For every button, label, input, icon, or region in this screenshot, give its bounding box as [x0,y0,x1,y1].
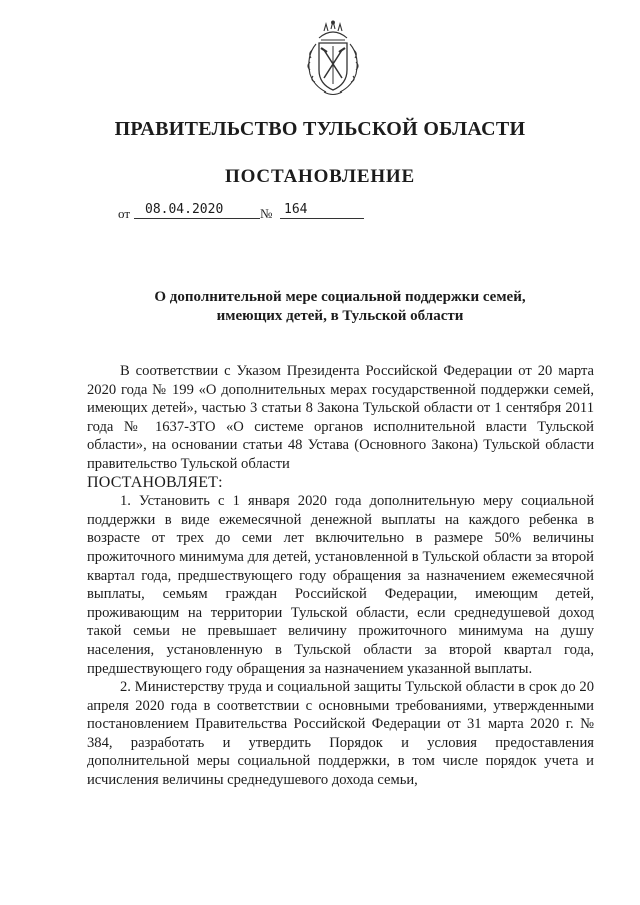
subject-line-1: О дополнительной мере социальной поддержки семей, [154,289,526,305]
decree-word: ПОСТАНОВЛЯЕТ: [87,473,223,491]
preamble-paragraph: В соответствии с Указом Президента Российской Федерации от 20 марта 2020 года № 199 «О дополнительных мерах государственной поддержки семей, имеющих детей», частью 3 статьи 8 Закона Тульской области от 1 сентября 2011 года № 1637-ЗТО «О системе органов исполнительной власти Тульской области», на основании статьи 48 Устава (Основного Закона) Тульской области правительство Тульской области [87,363,594,472]
document-type: ПОСТАНОВЛЕНИЕ [225,166,415,187]
number-value: 164 [284,202,308,217]
date-underline [134,218,260,219]
item-1-paragraph: 1. Установить с 1 января 2020 года дополнительную меру социальной поддержки в виде ежемесячной денежной выплаты на каждого ребенка в возрасте от трех до семи лет включительно в размере 50% величины прожиточного минимума для детей, установленной в Тульской области за второй квартал года, предшествующего году обращения за назначением ежемесячной выплаты, семьям граждан Российской Федерации, имеющим детей, проживающим на территории Тульской области, если среднедушевой доход такой семьи не превышает величину прожиточного минимума на душу населения, установленную в Тульской области за второй квартал года, предшествующего году обращения за назначением указанной выплаты. [87,493,594,677]
document-subject [90,288,590,326]
date-value: 08.04.2020 [145,202,224,217]
item-2-paragraph: 2. Министерству труда и социальной защиты Тульской области в срок до 20 апреля 2020 года в соответствии с основными требованиями, утвержденными постановлением Правительства Российской Федерации от 31 марта 2020 г. № 384, разработать и утвердить Порядок и условия предоставления дополнительной меры социальной поддержки, в том числе порядок учета и исчисления величины среднедушевого дохода семьи, [87,679,594,789]
date-label: от [118,206,131,221]
number-label: № [260,206,273,221]
number-underline [280,218,364,219]
subject-line-2: имеющих детей, в Тульской области [216,308,464,324]
government-title: ПРАВИТЕЛЬСТВО ТУЛЬСКОЙ ОБЛАСТИ [114,118,526,140]
document-body [87,362,594,790]
coat-of-arms-icon [302,20,364,98]
